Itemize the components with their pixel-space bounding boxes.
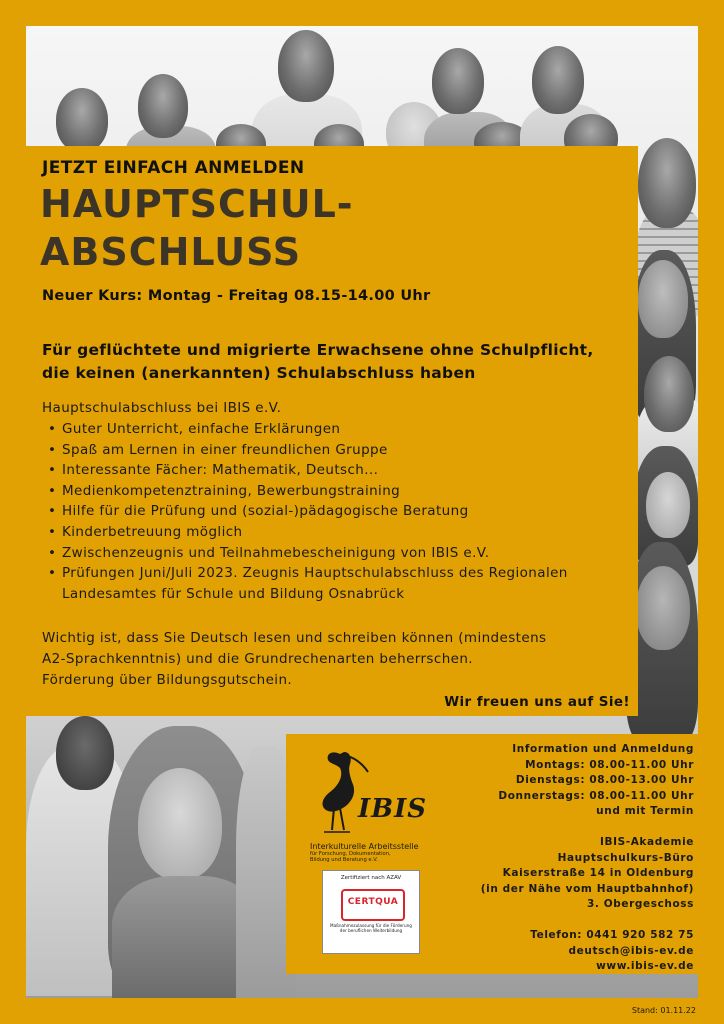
logo-wordmark: IBIS: [358, 794, 428, 824]
address-line: IBIS-Akademie: [599, 835, 694, 848]
page-title: [40, 180, 600, 276]
bullet-icon: •: [48, 503, 57, 520]
info-box: [286, 734, 706, 974]
logo-sub-line-1: für Forschung, Dokumentation,: [310, 851, 391, 857]
bullet-icon: •: [48, 421, 57, 437]
bullet-icon: •: [48, 482, 57, 499]
stand-date: Stand: 01.11.22: [631, 1006, 696, 1015]
greeting-text: Wir freuen uns auf Sie!: [444, 694, 630, 710]
cert-top-text: Zertifiziert nach AZAV: [340, 875, 402, 881]
person-face: [532, 46, 584, 114]
address-line: (in der Nähe vom Hauptbahnhof): [480, 882, 694, 895]
hours-appointment: und mit Termin: [596, 805, 694, 818]
features-list: [46, 419, 626, 604]
address-line: Hauptschulkurs-Büro: [557, 851, 694, 864]
bullet-icon: •: [48, 544, 57, 561]
kicker-text: JETZT EINFACH ANMELDEN: [42, 158, 305, 178]
cert-bottom-text: Maßnahmezulassung für die Förderung der beruflichen Weiterbildung: [330, 923, 412, 933]
bullet-icon: •: [48, 441, 57, 458]
logo-sub-line-2: Bildung und Beratung e.V.: [310, 857, 378, 863]
list-item: • Interessante Fächer: Mathematik, Deutsch...: [46, 460, 626, 481]
list-item: • Guter Unterricht, einfache Erklärungen: [46, 419, 626, 440]
features-intro: Hauptschulabschluss bei IBIS e.V.: [42, 400, 282, 416]
website-link[interactable]: www.ibis-ev.de: [596, 960, 694, 973]
notice-line-1: Wichtig ist, dass Sie Deutsch lesen und schreiben können (mindestens: [42, 630, 547, 646]
certification-badge: [322, 870, 420, 954]
address-line: Kaiserstraße 14 in Oldenburg: [502, 867, 694, 880]
hours-thursday: Donnerstags: 08.00-11.00 Uhr: [498, 789, 694, 802]
course-schedule: Neuer Kurs: Montag - Freitag 08.15-14.00 Uhr: [42, 288, 431, 304]
certqua-mark: [341, 889, 405, 921]
bullet-icon: •: [48, 523, 57, 540]
person-face: [138, 768, 222, 880]
person-face: [56, 88, 108, 152]
contact-heading: Information und Anmeldung: [512, 743, 694, 755]
person-face: [636, 566, 690, 650]
list-item: • Kinderbetreuung möglich: [46, 522, 626, 543]
address-line: 3. Obergeschoss: [587, 898, 694, 911]
list-item: • Medienkompetenztraining, Bewerbungstraining: [46, 481, 626, 502]
audience-line-1: Für geflüchtete und migrierte Erwachsene ohne Schulpflicht,: [42, 341, 594, 359]
person-face: [638, 138, 696, 228]
hours-tuesday: Dienstags: 08.00-13.00 Uhr: [515, 774, 694, 787]
notice-line-3: Förderung über Bildungsgutschein.: [42, 672, 293, 688]
person-face: [138, 74, 188, 138]
person-face: [638, 260, 688, 338]
main-panel: [26, 146, 638, 716]
contact-info: [464, 742, 694, 975]
cert-mark-text: CERTQUA: [347, 897, 399, 907]
hours-monday: Montags: 08.00-11.00 Uhr: [525, 758, 694, 771]
ibis-logo: [310, 746, 440, 866]
email-link[interactable]: deutsch@ibis-ev.de: [568, 944, 694, 957]
list-item: • Spaß am Lernen in einer freundlichen Gruppe: [46, 440, 626, 461]
person-face: [644, 356, 694, 432]
target-audience: [42, 339, 632, 385]
person-face: [56, 716, 114, 790]
phone-number: Telefon: 0441 920 582 75: [530, 928, 694, 941]
requirements-notice: [42, 628, 637, 691]
list-item: • Prüfungen Juni/Juli 2023. Zeugnis Hauptschulabschluss des Regionalen Landesamtes für Schule und Bildung Osnabrück: [48, 565, 568, 602]
audience-line-2: die keinen (anerkannten) Schulabschluss haben: [42, 364, 476, 382]
bullet-icon: •: [48, 462, 57, 479]
title-line-1: HAUPTSCHUL-: [40, 182, 354, 226]
notice-line-2: A2-Sprachkenntnis) und die Grundrechenarten beherrschen.: [42, 651, 473, 667]
list-item: • Zwischenzeugnis und Teilnahmebescheinigung von IBIS e.V.: [46, 543, 626, 564]
logo-name: Interkulturelle Arbeitsstelle: [310, 842, 419, 851]
person-face: [432, 48, 484, 114]
title-line-2: ABSCHLUSS: [40, 230, 302, 274]
logo-subtitle: [310, 842, 440, 863]
person-face: [646, 472, 690, 538]
person-face: [278, 30, 334, 102]
list-item: • Hilfe für die Prüfung und (sozial-)pädagogische Beratung: [46, 501, 626, 522]
bullet-icon: •: [48, 565, 57, 582]
